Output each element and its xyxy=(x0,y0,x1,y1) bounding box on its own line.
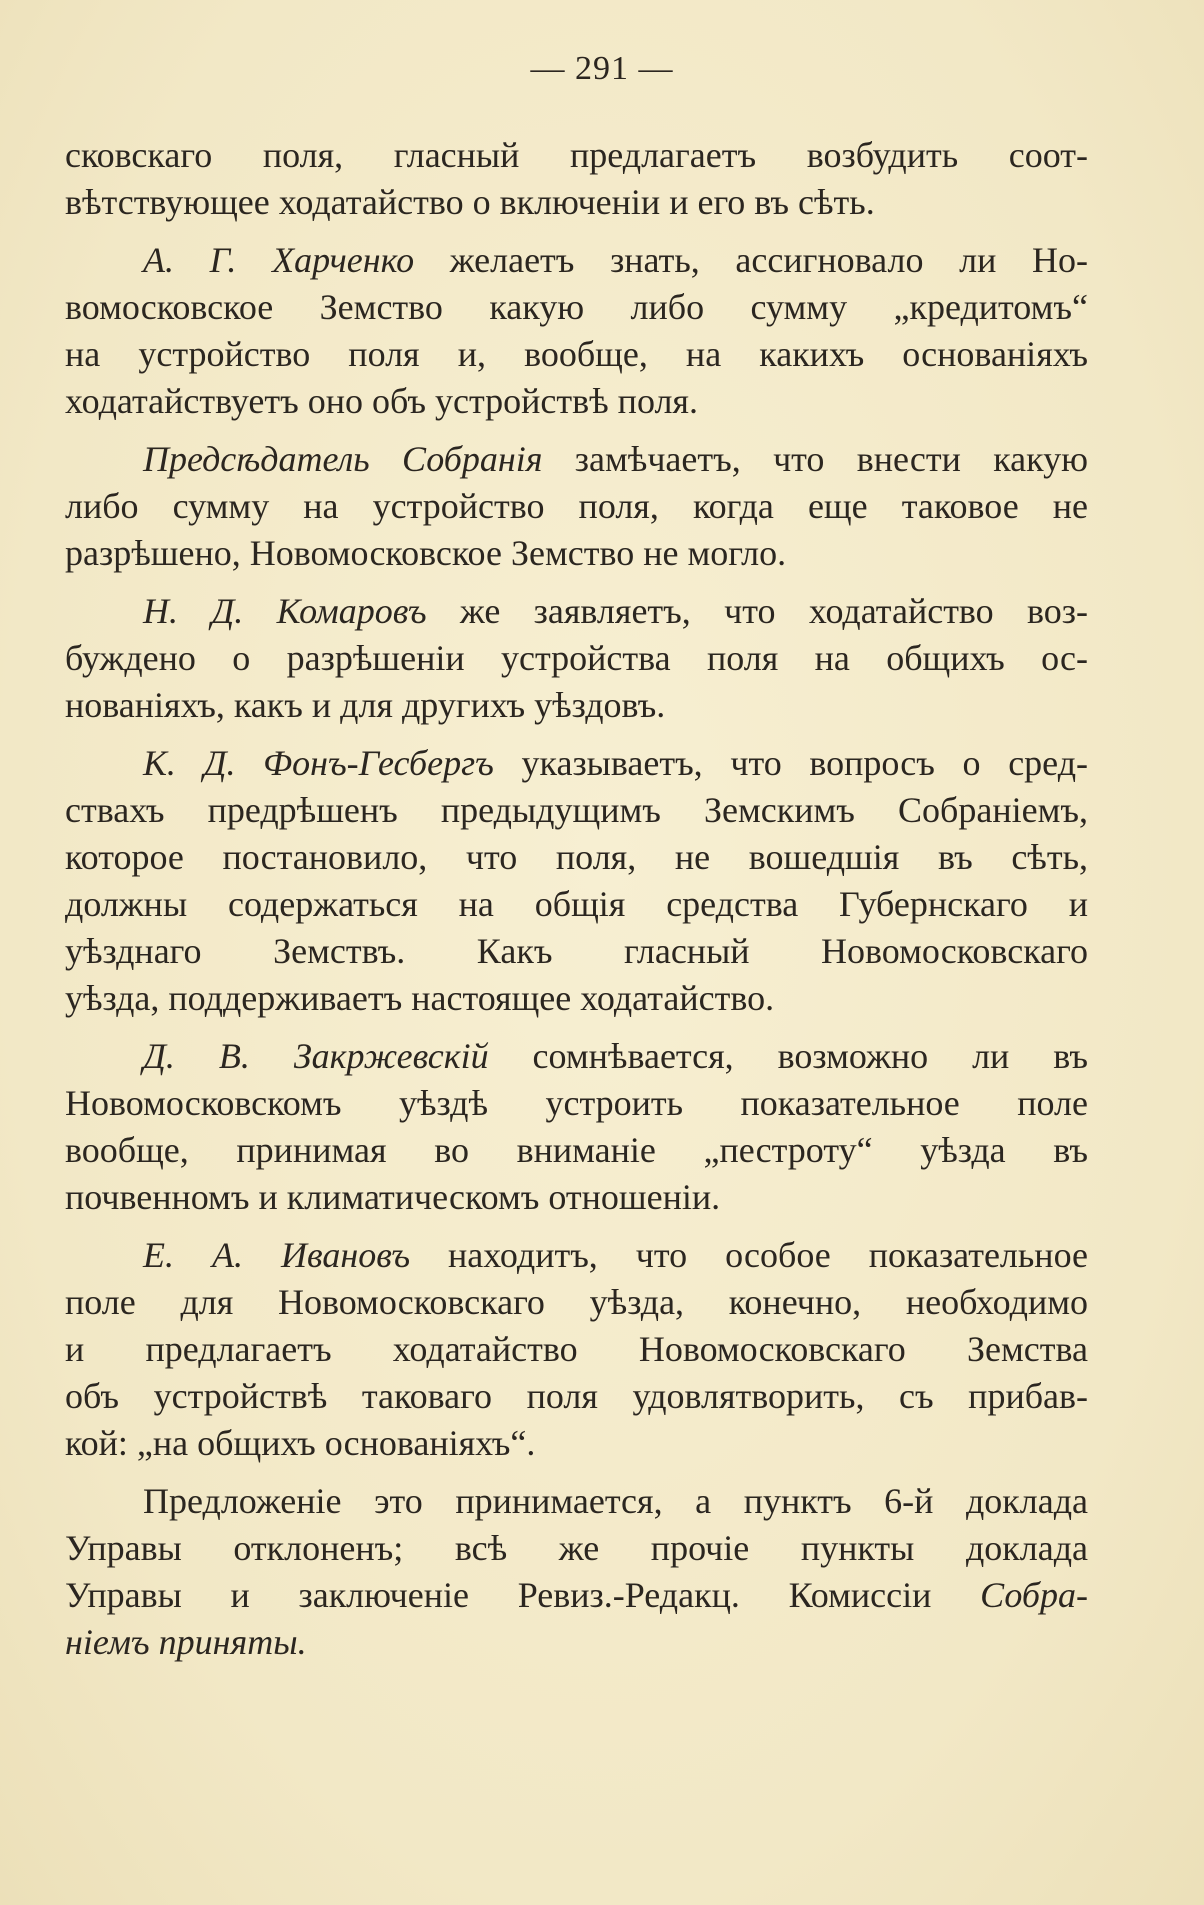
text-line xyxy=(65,237,1088,284)
text-line xyxy=(65,1326,1088,1373)
paragraph xyxy=(65,132,1088,226)
text-segment: вомосковское Земство какую либо сумму „кредитомъ“ xyxy=(65,287,1088,327)
paragraph xyxy=(65,1478,1088,1666)
text-line xyxy=(65,483,1088,530)
text-line xyxy=(65,179,1088,226)
text-segment: вообще, принимая во вниманiе „пестроту“ уѣзда въ xyxy=(65,1130,1088,1170)
italic-speaker-name: Собра- xyxy=(980,1575,1088,1615)
text-segment: вѣтствующее ходатайство о включенiи и его въ сѣть. xyxy=(65,182,875,222)
text-line xyxy=(65,1619,1088,1666)
text-segment: буждено о разрѣшенiи устройства поля на общихъ ос- xyxy=(65,638,1088,678)
text-line xyxy=(65,1127,1088,1174)
text-segment: сковскаго поля, гласный предлагаетъ возбудить соот- xyxy=(65,135,1088,175)
text-line xyxy=(65,787,1088,834)
text-segment: уѣзднаго Земствъ. Какъ гласный Новомосковскаго xyxy=(65,931,1088,971)
italic-speaker-name: А. Г. Харченко xyxy=(143,240,415,280)
text-line xyxy=(65,331,1088,378)
page-number: — 291 — xyxy=(530,50,674,87)
paragraph xyxy=(65,1033,1088,1221)
text-line xyxy=(65,1373,1088,1420)
text-segment: ствахъ предрѣшенъ предыдущимъ Земскимъ Собранiемъ, xyxy=(65,790,1088,830)
text-line xyxy=(65,928,1088,975)
text-line xyxy=(65,881,1088,928)
text-line xyxy=(65,834,1088,881)
text-segment: которое постановило, что поля, не вошедшiя въ сѣть, xyxy=(65,837,1088,877)
text-line xyxy=(65,1174,1088,1221)
text-segment: нованiяхъ, какъ и для другихъ уѣздовъ. xyxy=(65,685,666,725)
text-segment: объ устройствѣ таковаго поля удовлятворить, съ прибав- xyxy=(65,1376,1088,1416)
text-line xyxy=(65,1478,1088,1525)
text-segment: сомнѣвается, возможно ли въ xyxy=(488,1036,1088,1076)
text-line xyxy=(65,1033,1088,1080)
text-line xyxy=(65,682,1088,729)
text-segment: Новомосковскомъ уѣздѣ устроить показательное поле xyxy=(65,1083,1088,1123)
text-line xyxy=(65,1080,1088,1127)
text-segment: поле для Новомосковскаго уѣзда, конечно, необходимо xyxy=(65,1282,1088,1322)
text-line xyxy=(65,975,1088,1022)
paragraph xyxy=(65,237,1088,425)
text-segment: находитъ, что особое показательное xyxy=(410,1235,1088,1275)
text-line xyxy=(65,284,1088,331)
italic-speaker-name: Н. Д. Комаровъ xyxy=(143,591,427,631)
text-line xyxy=(65,635,1088,682)
italic-speaker-name: Предсѣдатель Собранія xyxy=(143,439,543,479)
text-segment: почвенномъ и климатическомъ отношенiи. xyxy=(65,1177,721,1217)
text-segment: на устройство поля и, вообще, на какихъ основанiяхъ xyxy=(65,334,1088,374)
text-segment: указываетъ, что вопросъ о сред- xyxy=(493,743,1088,783)
paragraph xyxy=(65,588,1088,729)
text-segment: кой: „на общихъ основанiяхъ“. xyxy=(65,1423,536,1463)
text-line xyxy=(65,378,1088,425)
text-segment: уѣзда, поддерживаетъ настоящее ходатайство. xyxy=(65,978,775,1018)
text-segment: либо сумму на устройство поля, когда еще таковое не xyxy=(65,486,1088,526)
text-segment: Управы отклоненъ; всѣ же прочiе пункты доклада xyxy=(65,1528,1088,1568)
text-segment: Управы и заключенiе Ревиз.-Редакц. Комиссiи xyxy=(65,1575,981,1615)
text-line xyxy=(65,436,1088,483)
text-segment: должны содержаться на общiя средства Губернскаго и xyxy=(65,884,1088,924)
italic-speaker-name: Е. А. Ивановъ xyxy=(143,1235,411,1275)
text-line xyxy=(65,132,1088,179)
text-line xyxy=(65,1572,1088,1619)
text-line xyxy=(65,1525,1088,1572)
page-body-text xyxy=(65,132,1088,1677)
italic-speaker-name: нiемъ приняты. xyxy=(65,1622,307,1662)
paragraph xyxy=(65,740,1088,1022)
text-line xyxy=(65,588,1088,635)
text-segment: ходатайствуетъ оно объ устройствѣ поля. xyxy=(65,381,698,421)
text-segment: желаетъ знать, ассигновало ли Но- xyxy=(414,240,1088,280)
italic-speaker-name: К. Д. Фонъ-Гесбергъ xyxy=(143,743,494,783)
italic-speaker-name: Д. В. Закржевскiй xyxy=(143,1036,489,1076)
text-line xyxy=(65,1420,1088,1467)
text-segment: разрѣшено, Новомосковское Земство не могло. xyxy=(65,533,787,573)
text-line xyxy=(65,1232,1088,1279)
paragraph xyxy=(65,1232,1088,1467)
paragraph xyxy=(65,436,1088,577)
text-line xyxy=(65,530,1088,577)
text-segment: Предложенiе это принимается, а пунктъ 6-й доклада xyxy=(143,1481,1088,1521)
text-line xyxy=(65,740,1088,787)
text-segment: же заявляетъ, что ходатайство воз- xyxy=(426,591,1088,631)
text-segment: замѣчаетъ, что внести какую xyxy=(542,439,1088,479)
text-line xyxy=(65,1279,1088,1326)
text-segment: и предлагаетъ ходатайство Новомосковскаго Земства xyxy=(65,1329,1088,1369)
